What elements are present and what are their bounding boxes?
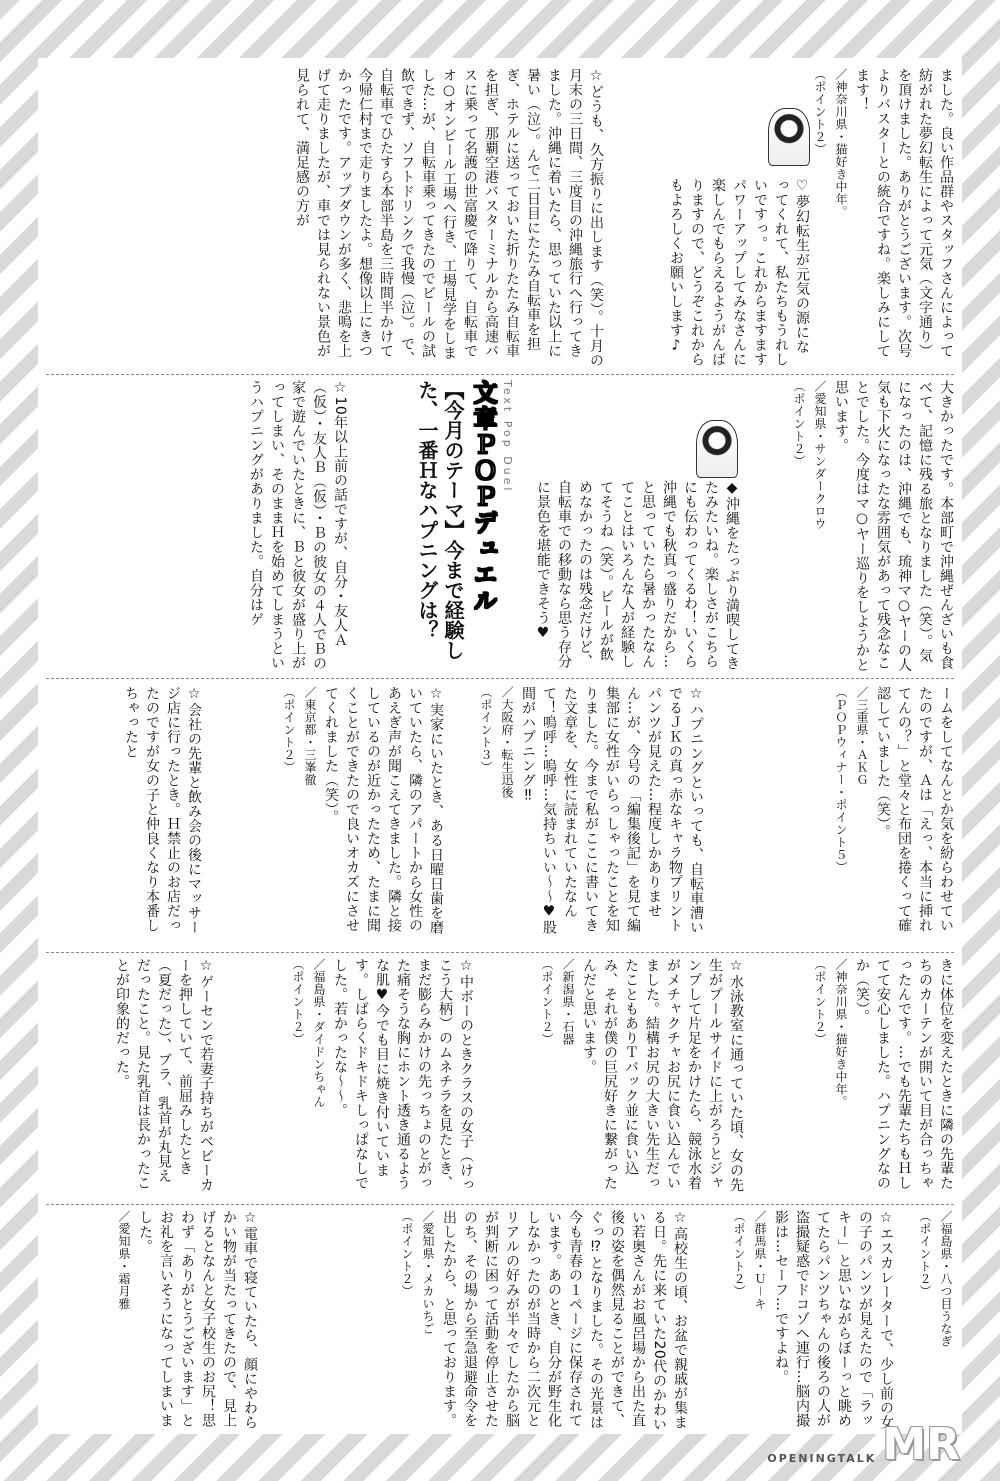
letter-block	[486, 958, 746, 1196]
letter-block	[813, 68, 956, 368]
letter-body: ☆水泳教室に通っていた頃、女の先生がプールサイドに上がろうとジャンプして片足をかけたら、競泳水着がメチャクチャお尻に食い込んでいました。結構お尻の大きい先生だったこともありＴバック並に食い込み、それが僕の巨尻好きに繋がったんだと思います。	[581, 958, 744, 1192]
letter-signature: ／愛知県・サンダークロウ	[813, 380, 827, 530]
letter-block	[700, 1210, 896, 1436]
letter-signature: ／神奈川県・猫好き中年。	[834, 958, 848, 1108]
letter-points: （ポイント３）	[479, 686, 493, 774]
letter-body: ☆高校生の頃、お盆で親戚が集まる日。先に来ていた20代のかわいい若奥さんがお風呂場から出た直後の姿を偶然見ることができて、ぐっ⁉となりました。その光景は今も青春の１ページに保存されています。あのとき、自分が野生化しなかったのが当時から二次元とリアルの好みが半々でしたから脳が判断に困って活動を停止させたのち、その場から至急退避命令を出したから、と思っております。	[441, 1210, 688, 1432]
letter-body: きに体位を変えたときに隣の先輩たちのカーテンが開いて目が合っちゃったんです。…でも先輩たちもＨしてて安心しました。ハプニングなのか（笑）。	[854, 958, 954, 1190]
letter-block	[40, 1210, 260, 1436]
row-4	[38, 958, 962, 1196]
row-2	[38, 380, 962, 672]
letter-body: ームをしてなんとか気を紛らわせていたのですが、Ａは「えっ、本当に挿れてんの？」と堂々と布団を捲くって確認していました（笑）。	[875, 686, 954, 933]
letter-block	[40, 686, 204, 944]
row-5	[38, 1210, 962, 1436]
letter-block	[456, 686, 706, 944]
theme-question: 【今月のテーマ】今まで経験した、一番Ｈなハプニングは？	[415, 380, 465, 660]
letter-points: （ポイント２）	[282, 686, 296, 774]
section-label: OPENINGTALK	[767, 1452, 877, 1465]
row-1	[38, 68, 962, 368]
letter-block	[40, 68, 606, 368]
theme-english-title: Text Pop Duel	[501, 380, 514, 494]
letter-body: ☆中ボーのときクラスの女子（けっこう大柄）のムネチラを見たとき、まだ膨らみかけの先っちょのとがった痛そうな胸にホント透き通るような肌♥今でも目に焼き付いています。しばらくドキドキしっぱなしでした。若かったな～～。	[332, 958, 474, 1192]
theme-box	[364, 380, 514, 672]
letter-signature: ／三重県・ＡＫＧ	[855, 686, 869, 786]
letter-body: 大きかったです。本部町で沖縄ぜんざいも食べて、記憶に残る旅となりました（笑）。気になったのは、沖縄でも、琉神マ○ヤーの人気も下火になったな雰囲気があって残念なことでした。今度はマ○ヤー巡りをしようかと思います。	[833, 380, 954, 672]
letter-body: ☆実家にいたとき、ある日曜日歯を磨いていたら、隣のアパートから女性のあえぎ声が聞こえてきました。隣と接しているのが近かったため、たまに聞くことができたので良いオカズにさせてくれました（笑）。	[323, 686, 444, 935]
letter-points: （ポイント２）	[918, 1210, 932, 1298]
letter-body: ました。良い作品群やスタッフさんによって紡がれた夢幻転生によって元気（文字通り）を頂けました。ありがとうございます。次号よりバスターとの統合ですね。楽しみにしてます！	[854, 68, 954, 358]
letter-signature: ／新潟県・石器	[561, 958, 575, 1046]
letter-points: （ポイント２）	[540, 958, 554, 1046]
row-3	[38, 686, 962, 944]
reply-body: ◆沖縄をたっぷり満喫してきたみたいね。楽しさがこちらにも伝わってくるわ！いくら沖縄でも秋真っ盛りだから…と思っていたら暑かったなんてことはいろんな人が経験してそうね（笑）。ビールが飲めなかったのは残念だけど、自転車での移動なら思う存分に景色を堪能できそう♥	[535, 480, 740, 671]
letter-block	[756, 958, 956, 1196]
letter-signature: ／愛知県・メカいちご	[421, 1210, 435, 1335]
magazine-logo: MR	[882, 1419, 960, 1470]
divider	[46, 678, 954, 679]
letter-body: ☆どうも、久方振りに出します（笑）。十月の月末の三日間、三度目の沖縄旅行へ行ってきました。沖縄に着いたら、思っていた以上に暑い（泣）。んで二日目にたたみ自転車を担ぎ、ホテルに送っておいた折りたたみ自転車を担ぎ、那覇空港バスターミナルから高速バスに乗って名護の世富慶で降りて、自転車でオ○オンビール工場へ行き、工場見学をしました…が、自転車乗ってきたのでビールの試飲できず、ソフトドリンクで我慢（泣）。で、自転車でひたすら本部半島を三時間半かけて今帰仁村まで走りましたよ。想像以上にきつかったです。アップダウンが多く、悲鳴を上げて走りましたが、車では見られない景色が見られて、満足感の方が	[294, 68, 604, 368]
letter-body: ☆10年以上前の話ですが、自分・友人Ａ（仮）・友人Ｂ（仮）・Ｂの彼女の４人でＢの家で遊んでいたときに、Ｂと彼女が盛り上がってしまい、そのままＨを始めてしまうというハプニングがありました。自分はゲ	[248, 380, 348, 671]
letter-block	[214, 686, 446, 944]
letter-body: ☆会社の先輩と飲み会の後にマッサージ店に行ったとき。Ｈ禁止のお店だったのですが女の子と仲良くなり本番しちゃったと	[123, 686, 202, 935]
letter-block	[270, 1210, 690, 1436]
letter-signature: ／大阪府・転生迅後	[500, 686, 514, 799]
letter-body: ☆エスカレーターで、少し前の女の子のパンツが見えたので「ラッキー」と思いながらぼーっと眺めてたらパンツちゃんの後ろの人が盗撮疑惑でドコゾへ連行…脳内撮影は…セーフ…ですよね。	[773, 1210, 894, 1430]
letter-block	[226, 958, 476, 1196]
letter-signature: ／福島県・八つ目うなぎ	[939, 1210, 953, 1348]
theme-title: 文章ＰＯＰデュエル	[469, 380, 497, 614]
editor-reply	[532, 380, 742, 672]
letter-block	[40, 380, 350, 672]
letter-points: （ポイント２）	[400, 1210, 414, 1298]
divider	[46, 952, 954, 953]
divider	[46, 374, 954, 375]
letter-signature: ／群馬県・Ｕ－キ	[753, 1210, 767, 1311]
letter-body: ☆ハプニングといっても、自転車漕いでるＪＫの真っ赤なキャラ物プリントパンツが見えた…程度しかありません…が、今号の「編集後記」を見て編集部に女性がいらっしゃったことを知りました。今まで私がここに書いてきた文章を、女性に読まれていたなんて！嗚呼…嗚呼…気持ちいい～～♥股間がハプニング‼	[520, 686, 704, 935]
letter-points: （ポイント２）	[792, 380, 806, 468]
letter-signature: ／福島県・ダイドンちゃん	[312, 958, 326, 1108]
reply-body: ♡夢幻転生が元気の源になってくれて、私たちもうれしいですっ。これからますますパワーアップしてみなさんに楽しんでもらえるようがんばりますので、どうぞこれからもよろしくお願いします♪	[668, 178, 810, 367]
letter-block	[716, 686, 956, 944]
letter-block	[40, 958, 216, 1196]
letter-points: （ポイント２）	[813, 68, 827, 156]
letter-block	[756, 380, 956, 672]
letter-points: （ＰＯＰウィナー・ポイント５）	[834, 686, 848, 874]
divider	[46, 1204, 954, 1205]
letter-body: ☆ゲーセンで若妻子持ちがベビーカーを押していて、前屈みしたとき（夏だった）、ブラ、乳首が丸見えだったこと。見た乳首は長かったことが印象的だった。	[114, 958, 214, 1192]
letter-points: （ポイント２）	[813, 958, 827, 1046]
letter-body: ☆電車で寝ていたら、顔にやわらかい物が当たってきたので、見上げるとなんと女子校生のお尻！思わず「ありがとうございます」とお礼を言いそうになってしまいました。	[137, 1210, 258, 1430]
editor-reply	[622, 68, 812, 368]
letter-signature: ／愛知県・霜月雅	[117, 1210, 131, 1310]
letters-page	[38, 58, 962, 1434]
letter-points: （ポイント２）	[291, 958, 305, 1046]
letter-block	[906, 1210, 956, 1436]
letter-points: （ポイント２）	[732, 1210, 746, 1298]
letter-signature: ／神奈川県・猫好き中年。	[834, 68, 848, 218]
letter-signature: ／東京都・三峯徹	[303, 686, 317, 786]
page-footer	[767, 1419, 960, 1470]
